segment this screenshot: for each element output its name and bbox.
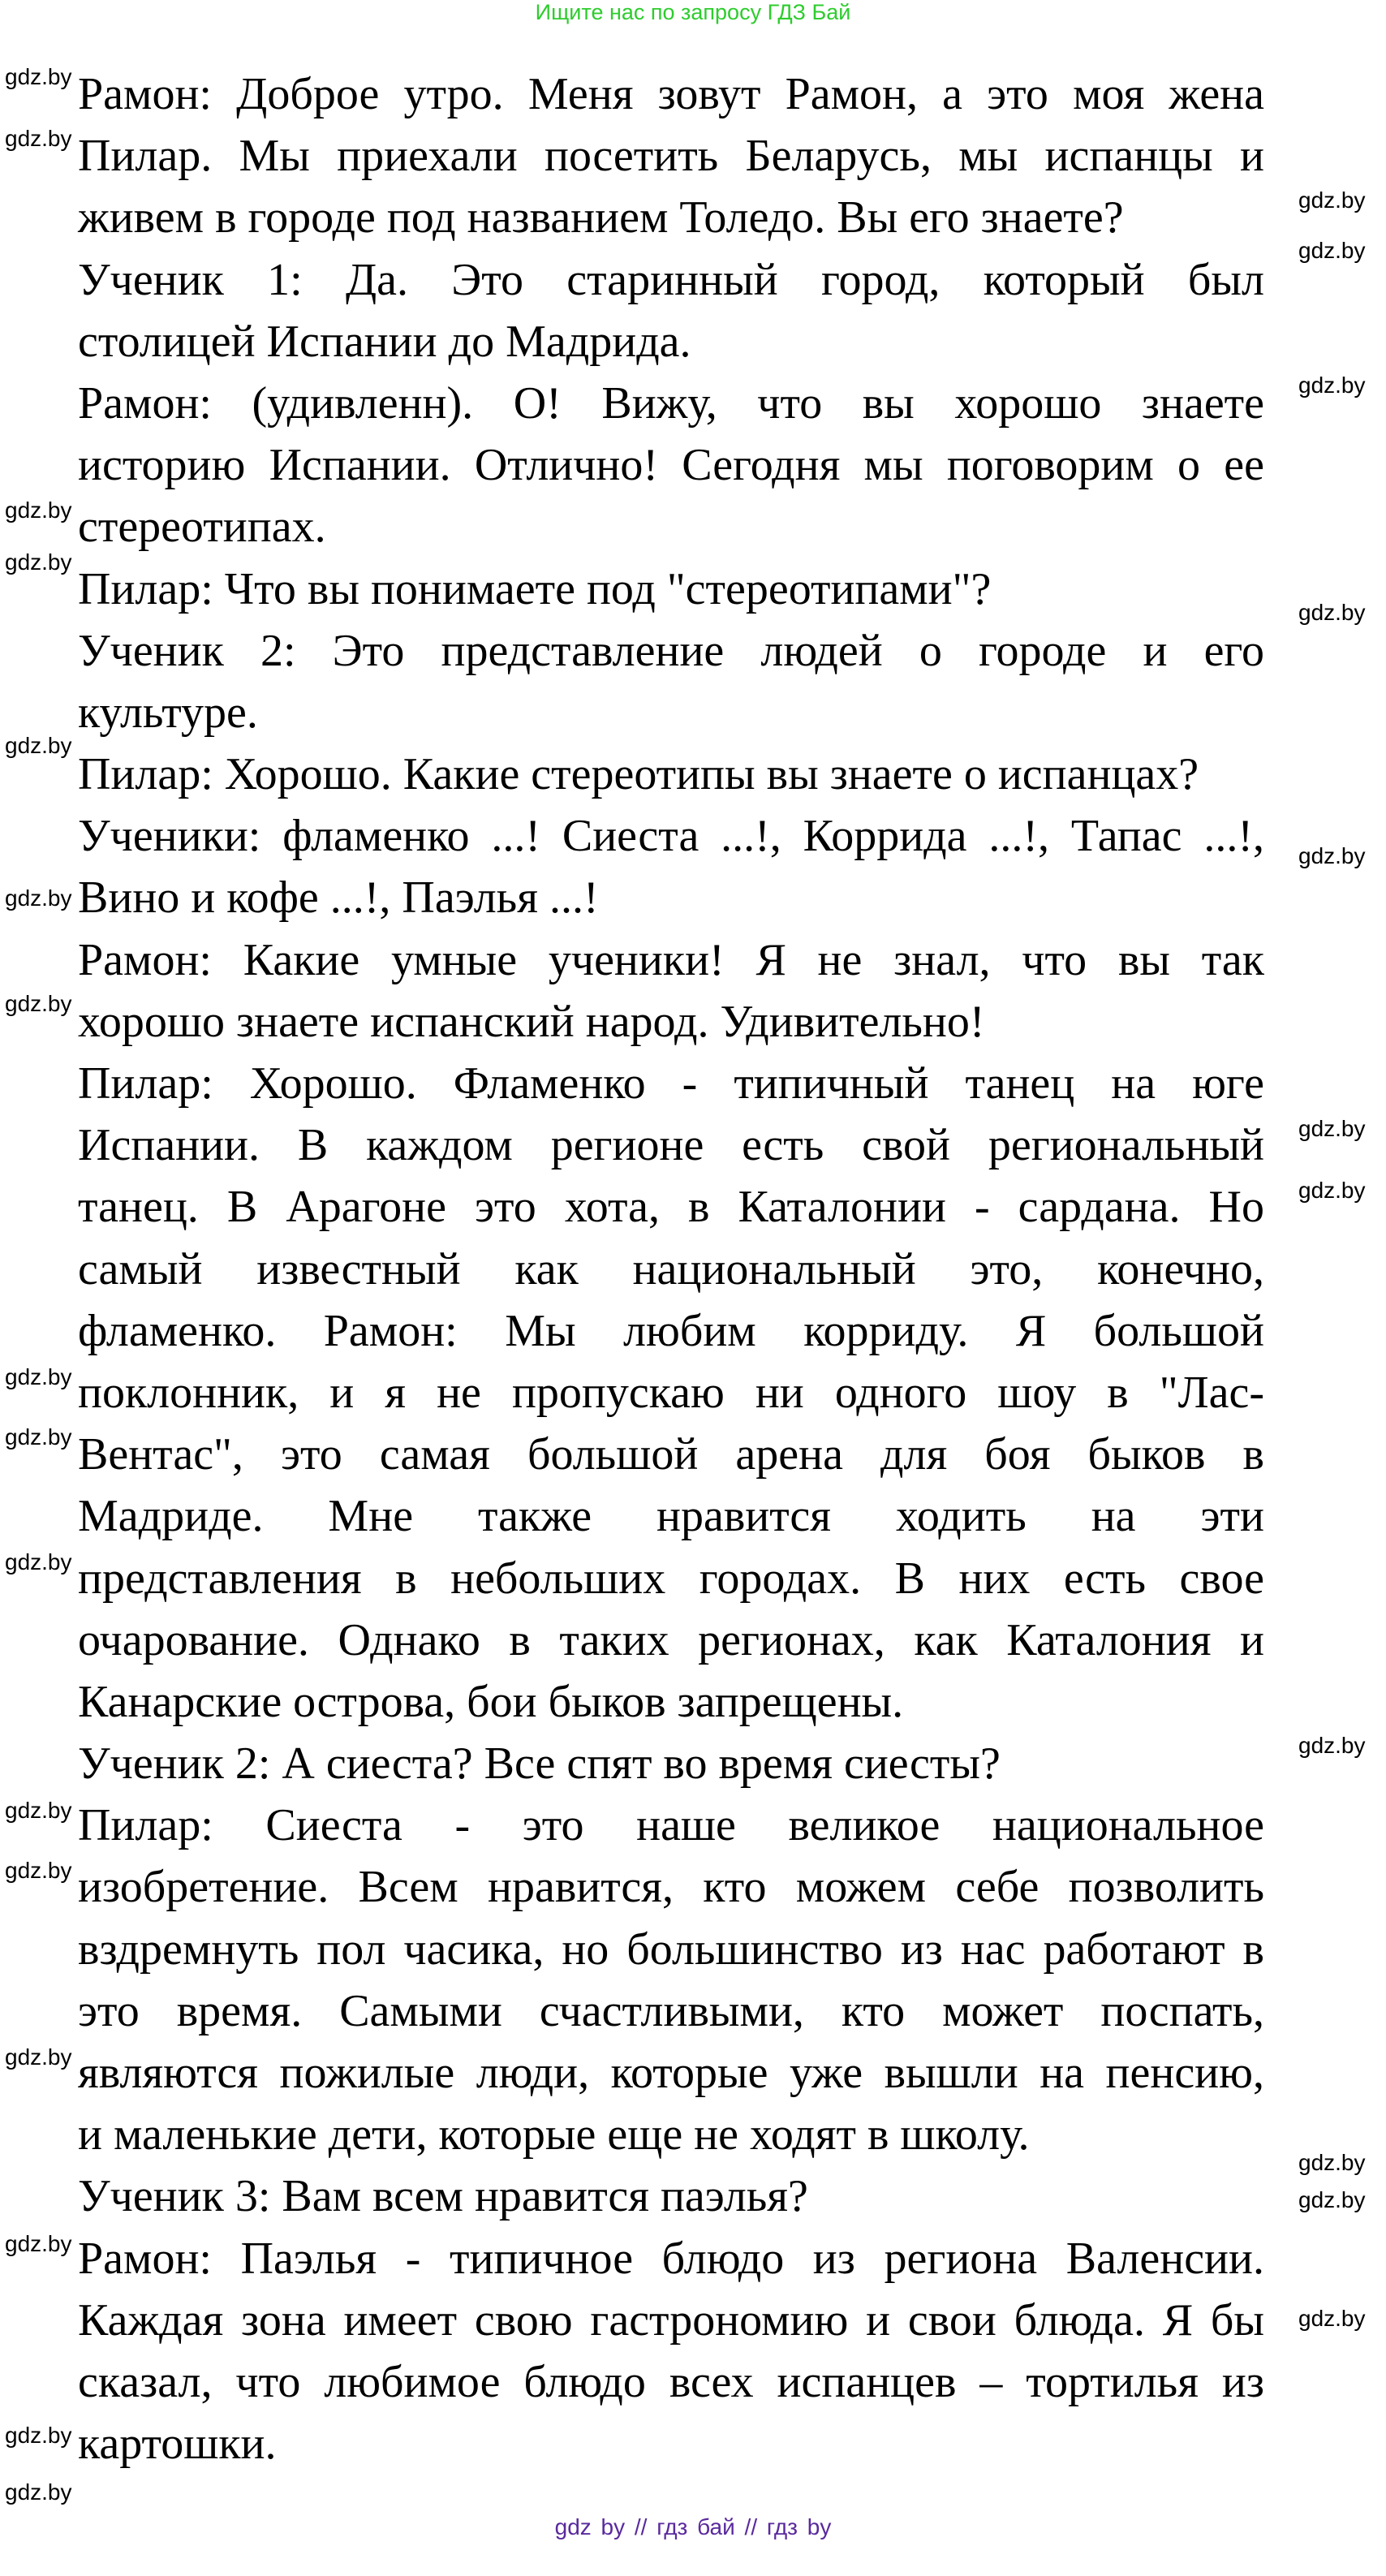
text-line: хорошо знаете испанский народ. Удивительно! (78, 996, 985, 1047)
text-line: картошки. (78, 2419, 277, 2470)
watermark-label: gdz.by (1298, 373, 1366, 398)
text-line: и маленькие дети, которые еще не ходят в школу. (78, 2109, 1030, 2160)
text-line: Вино и кофе ...!, Паэлья ...! (78, 872, 599, 924)
text-line: фламенко. Рамон: Мы любим корриду. Я большой (78, 1305, 1264, 1356)
watermark-label: gdz.by (5, 1364, 72, 1389)
text-line: являются пожилые люди, которые уже вышли на пенсию, (78, 2048, 1264, 2098)
text-line: Пилар: Хорошо. Какие стереотипы вы знаете о испанцах? (78, 749, 1199, 800)
text-line: Мадриде. Мне также нравится ходить на эти (78, 1491, 1264, 1542)
watermark-label: gdz.by (1298, 600, 1366, 625)
search-hint-banner: Ищите нас по запросу ГДЗ Бай (535, 0, 851, 24)
text-line: очарование. Однако в таких регионах, как Каталония и (78, 1614, 1264, 1665)
text-line: Пилар: Хорошо. Фламенко - типичный танец на юге (78, 1058, 1264, 1109)
watermark-label: gdz.by (1298, 1116, 1366, 1141)
text-line: Пилар: Сиеста - это наше великое национальное (78, 1800, 1264, 1851)
watermark-label: gdz.by (1298, 187, 1366, 213)
text-line: Рамон: Доброе утро. Меня зовут Рамон, а это моя жена (78, 69, 1264, 119)
watermark-label: gdz.by (1298, 1178, 1366, 1203)
watermark-label: gdz.by (5, 64, 72, 89)
watermark-label: gdz.by (5, 733, 72, 758)
watermark-label: gdz.by (5, 1798, 72, 1823)
text-line: Рамон: Паэлья - типичное блюдо из региона Валенсии. (78, 2233, 1264, 2284)
watermark-label: gdz.by (5, 1549, 72, 1574)
watermark-label: gdz.by (1298, 843, 1366, 868)
text-line: Рамон: (удивленн). О! Вижу, что вы хорошо знаете (78, 377, 1264, 429)
text-line: Ученик 2: А сиеста? Все спят во время сиесты? (78, 1738, 1001, 1790)
watermark-label: gdz.by (5, 1858, 72, 1883)
text-line: Испании. В каждом регионе есть свой региональный (78, 1120, 1264, 1171)
dialogue-text (78, 63, 1264, 2475)
text-line: Ученик 3: Вам всем нравится паэлья? (78, 2171, 808, 2222)
watermark-label: gdz.by (5, 2044, 72, 2070)
text-line: вздремнуть пол часика, но большинство из нас работают в (78, 1923, 1264, 1975)
text-line: Ученик 2: Это представление людей о городе и его (78, 625, 1264, 676)
text-line: Пилар: Что вы понимаете под "стереотипами"? (78, 563, 992, 614)
watermark-label: gdz.by (5, 2231, 72, 2256)
watermark-label: gdz.by (5, 549, 72, 575)
watermark-label: gdz.by (1298, 2150, 1366, 2175)
text-line: Канарские острова, бои быков запрещены. (78, 1676, 904, 1727)
watermark-label: gdz.by (5, 1424, 72, 1450)
text-line: Рамон: Какие умные ученики! Я не знал, что вы так (78, 934, 1264, 985)
text-line: историю Испании. Отлично! Сегодня мы поговорим о ее (78, 440, 1264, 491)
text-line: танец. В Арагоне это хота, в Каталонии - сардана. Но (78, 1182, 1264, 1233)
watermark-label: gdz.by (5, 991, 72, 1016)
text-line: стереотипах. (78, 502, 326, 553)
text-line: Ученики: фламенко ...! Сиеста ...!, Коррида ...!, Тапас ...!, (78, 811, 1264, 862)
text-line: изобретение. Всем нравится, кто можем себе позволить (78, 1862, 1264, 1913)
watermark-label: gdz.by (1298, 238, 1366, 263)
watermark-label: gdz.by (1298, 2187, 1366, 2212)
watermark-label: gdz.by (1298, 2306, 1366, 2331)
watermark-label: gdz.by (5, 2479, 72, 2505)
text-line: это время. Самыми счастливыми, кто может поспать, (78, 1985, 1264, 2036)
text-line: поклонник, и я не пропускаю ни одного шоу в "Лас- (78, 1367, 1264, 1418)
watermark-label: gdz.by (5, 126, 72, 151)
text-line: столицей Испании до Мадрида. (78, 316, 691, 367)
text-line: Вентас", это самая большой арена для боя быков в (78, 1429, 1264, 1480)
watermark-label: gdz.by (5, 885, 72, 911)
text-line: культуре. (78, 687, 258, 738)
watermark-label: gdz.by (1298, 1733, 1366, 1758)
text-line: живем в городе под названием Толедо. Вы его знаете? (78, 192, 1124, 243)
text-line: сказал, что любимое блюдо всех испанцев – тортилья из (78, 2356, 1264, 2407)
watermark-label: gdz.by (5, 2423, 72, 2448)
text-line: Ученик 1: Да. Это старинный город, который был (78, 254, 1264, 305)
watermark-label: gdz.by (5, 498, 72, 523)
text-line: представления в небольших городах. В них есть свое (78, 1553, 1264, 1604)
footer-site-links: gdz by // гдз бай // гдз by (554, 2514, 832, 2539)
text-line: Пилар. Мы приехали посетить Беларусь, мы испанцы и (78, 131, 1264, 182)
text-line: самый известный как национальный это, конечно, (78, 1243, 1264, 1294)
text-line: Каждая зона имеет свою гастрономию и свои блюда. Я бы (78, 2294, 1264, 2346)
